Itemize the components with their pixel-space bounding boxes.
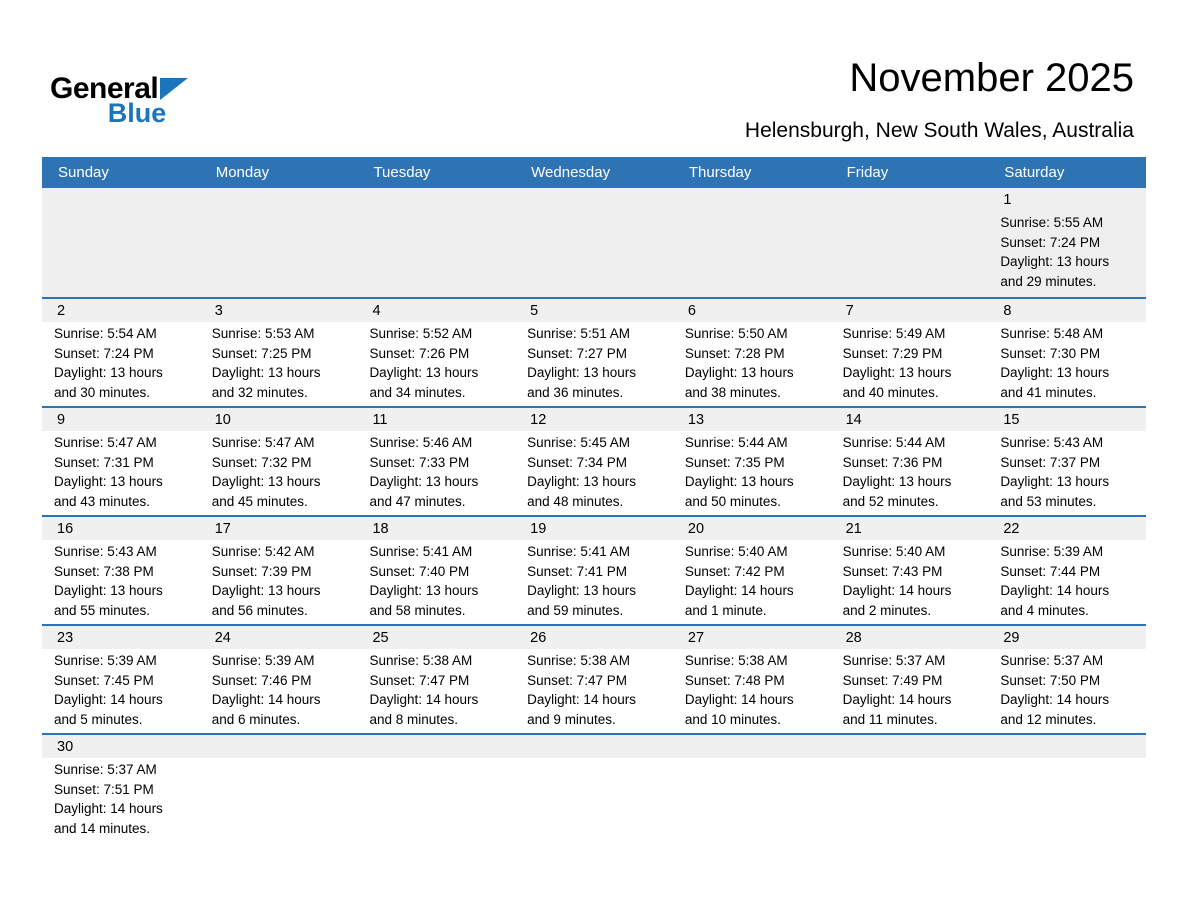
daylight-line-1: Daylight: 13 hours — [527, 583, 636, 598]
daylight-line-2: and 8 minutes. — [369, 711, 458, 727]
sunset-line: Sunset: 7:36 PM — [842, 454, 943, 470]
daylight-line-2: and 32 minutes. — [211, 384, 308, 400]
day-number: 30 — [42, 735, 200, 758]
sunrise-line: Sunrise: 5:45 AM — [527, 435, 630, 450]
sunset-line: Sunset: 7:34 PM — [527, 454, 627, 470]
sunset-line: Sunset: 7:35 PM — [684, 454, 785, 470]
daylight-line-2: and 1 minute. — [684, 602, 767, 618]
day-number-empty — [357, 735, 515, 758]
weekday-header-wednesday: Wednesday — [531, 164, 611, 181]
logo-text-general: General — [50, 72, 159, 105]
daylight-line-1: Daylight: 13 hours — [369, 365, 479, 380]
day-number: 22 — [988, 517, 1146, 540]
day-number-empty — [831, 188, 989, 211]
day-number-empty — [42, 188, 200, 211]
sunset-line: Sunset: 7:27 PM — [527, 345, 627, 361]
day-cell-4 — [357, 299, 515, 406]
daylight-line-1: Daylight: 14 hours — [842, 583, 952, 598]
day-cell-empty — [673, 735, 831, 842]
daylight-line-1: Daylight: 14 hours — [684, 692, 794, 707]
day-details — [515, 322, 673, 402]
day-details — [673, 431, 831, 511]
day-number: 14 — [831, 408, 989, 431]
sunset-line: Sunset: 7:43 PM — [842, 563, 943, 579]
logo-text-blue: Blue — [107, 98, 167, 128]
day-details — [831, 649, 989, 729]
calendar-header — [745, 56, 1134, 143]
day-number-empty — [831, 735, 989, 758]
sunrise-line: Sunrise: 5:42 AM — [211, 544, 315, 559]
daylight-line-2: and 47 minutes. — [369, 493, 466, 509]
daylight-line-2: and 56 minutes. — [211, 602, 308, 618]
day-details — [515, 540, 673, 620]
daylight-line-1: Daylight: 13 hours — [369, 583, 479, 598]
daylight-line-1: Daylight: 13 hours — [54, 474, 163, 489]
day-number: 11 — [357, 408, 515, 431]
daylight-line-2: and 2 minutes. — [842, 602, 932, 618]
day-number: 25 — [357, 626, 515, 649]
day-cell-15 — [988, 408, 1146, 515]
week-row-5 — [42, 624, 1146, 733]
day-cell-empty — [200, 735, 358, 842]
daylight-line-2: and 52 minutes. — [842, 493, 939, 509]
daylight-line-2: and 59 minutes. — [527, 602, 624, 618]
day-details — [831, 540, 989, 620]
day-details — [42, 322, 200, 402]
day-details — [42, 649, 200, 729]
daylight-line-1: Daylight: 14 hours — [527, 692, 636, 707]
day-cell-empty — [200, 188, 358, 297]
sunrise-line: Sunrise: 5:51 AM — [527, 326, 630, 341]
day-details — [357, 431, 515, 511]
day-details — [200, 540, 358, 620]
daylight-line-2: and 34 minutes. — [369, 384, 466, 400]
day-number-empty — [515, 188, 673, 211]
day-details — [200, 431, 358, 511]
day-details — [357, 322, 515, 402]
day-number: 18 — [357, 517, 515, 540]
daylight-line-1: Daylight: 13 hours — [684, 474, 794, 489]
sunrise-line: Sunrise: 5:50 AM — [684, 326, 788, 341]
day-cell-8 — [988, 299, 1146, 406]
day-cell-3 — [200, 299, 358, 406]
day-cell-empty — [831, 735, 989, 842]
day-cell-6 — [673, 299, 831, 406]
sunset-line: Sunset: 7:46 PM — [211, 672, 312, 688]
day-number: 16 — [42, 517, 200, 540]
day-number-empty — [988, 735, 1146, 758]
sunset-line: Sunset: 7:26 PM — [369, 345, 470, 361]
sunset-line: Sunset: 7:29 PM — [842, 345, 943, 361]
sunset-line: Sunset: 7:32 PM — [211, 454, 312, 470]
sunset-line: Sunset: 7:41 PM — [527, 563, 627, 579]
day-cell-19 — [515, 517, 673, 624]
daylight-line-1: Daylight: 14 hours — [684, 583, 794, 598]
sunrise-line: Sunrise: 5:38 AM — [527, 653, 630, 668]
day-cell-empty — [515, 735, 673, 842]
day-cell-25 — [357, 626, 515, 733]
day-number: 19 — [515, 517, 673, 540]
day-cell-26 — [515, 626, 673, 733]
day-number: 28 — [831, 626, 989, 649]
daylight-line-2: and 30 minutes. — [54, 384, 151, 400]
sunrise-line: Sunrise: 5:48 AM — [1000, 326, 1104, 341]
day-number: 9 — [42, 408, 200, 431]
day-cell-empty — [988, 735, 1146, 842]
sunrise-line: Sunrise: 5:55 AM — [1000, 215, 1104, 230]
daylight-line-2: and 5 minutes. — [54, 711, 143, 727]
daylight-line-1: Daylight: 14 hours — [369, 692, 479, 707]
sunset-line: Sunset: 7:30 PM — [1000, 345, 1101, 361]
sunrise-line: Sunrise: 5:52 AM — [369, 326, 473, 341]
daylight-line-2: and 38 minutes. — [684, 384, 781, 400]
daylight-line-1: Daylight: 13 hours — [1000, 474, 1110, 489]
sunrise-line: Sunrise: 5:47 AM — [54, 435, 157, 450]
sunrise-line: Sunrise: 5:47 AM — [211, 435, 315, 450]
daylight-line-1: Daylight: 13 hours — [211, 365, 321, 380]
day-cell-10 — [200, 408, 358, 515]
day-number-empty — [357, 188, 515, 211]
day-number: 5 — [515, 299, 673, 322]
daylight-line-2: and 50 minutes. — [684, 493, 781, 509]
sunrise-line: Sunrise: 5:44 AM — [684, 435, 788, 450]
day-number: 20 — [673, 517, 831, 540]
calendar-grid — [42, 157, 1146, 842]
daylight-line-2: and 41 minutes. — [1000, 384, 1097, 400]
day-number: 7 — [831, 299, 989, 322]
daylight-line-2: and 36 minutes. — [527, 384, 624, 400]
day-cell-30 — [42, 735, 200, 842]
sunset-line: Sunset: 7:25 PM — [211, 345, 312, 361]
day-cell-empty — [357, 188, 515, 297]
daylight-line-1: Daylight: 13 hours — [1000, 365, 1110, 380]
day-details — [988, 431, 1146, 511]
day-details — [831, 322, 989, 402]
day-details — [988, 211, 1146, 291]
day-number-empty — [200, 188, 358, 211]
sunset-line: Sunset: 7:48 PM — [684, 672, 785, 688]
general-blue-logo — [50, 74, 188, 127]
day-number: 6 — [673, 299, 831, 322]
day-cell-12 — [515, 408, 673, 515]
day-details — [200, 649, 358, 729]
daylight-line-2: and 14 minutes. — [54, 820, 151, 836]
weekday-header-friday: Friday — [846, 164, 889, 181]
day-number: 12 — [515, 408, 673, 431]
day-cell-empty — [357, 735, 515, 842]
day-details — [200, 322, 358, 402]
sunrise-line: Sunrise: 5:43 AM — [1000, 435, 1104, 450]
sunset-line: Sunset: 7:39 PM — [211, 563, 312, 579]
daylight-line-2: and 9 minutes. — [527, 711, 616, 727]
day-cell-20 — [673, 517, 831, 624]
sunset-line: Sunset: 7:40 PM — [369, 563, 470, 579]
day-cell-empty — [673, 188, 831, 297]
weekday-header-sunday: Sunday — [58, 164, 109, 181]
daylight-line-2: and 53 minutes. — [1000, 493, 1097, 509]
daylight-line-2: and 12 minutes. — [1000, 711, 1097, 727]
day-cell-11 — [357, 408, 515, 515]
day-cell-24 — [200, 626, 358, 733]
day-number: 23 — [42, 626, 200, 649]
sunrise-line: Sunrise: 5:38 AM — [684, 653, 788, 668]
day-cell-21 — [831, 517, 989, 624]
sunrise-line: Sunrise: 5:39 AM — [54, 653, 157, 668]
sunset-line: Sunset: 7:45 PM — [54, 672, 154, 688]
daylight-line-1: Daylight: 14 hours — [54, 692, 163, 707]
daylight-line-1: Daylight: 13 hours — [842, 365, 952, 380]
day-details — [42, 540, 200, 620]
day-number: 4 — [357, 299, 515, 322]
day-number: 24 — [200, 626, 358, 649]
sunrise-line: Sunrise: 5:39 AM — [211, 653, 315, 668]
day-number: 21 — [831, 517, 989, 540]
sunset-line: Sunset: 7:37 PM — [1000, 454, 1101, 470]
day-number: 8 — [988, 299, 1146, 322]
day-cell-empty — [831, 188, 989, 297]
day-number-empty — [515, 735, 673, 758]
sunrise-line: Sunrise: 5:37 AM — [1000, 653, 1104, 668]
day-cell-empty — [42, 188, 200, 297]
day-cell-17 — [200, 517, 358, 624]
day-cell-23 — [42, 626, 200, 733]
day-details — [673, 322, 831, 402]
sunrise-line: Sunrise: 5:41 AM — [527, 544, 630, 559]
day-cell-empty — [515, 188, 673, 297]
sunrise-line: Sunrise: 5:46 AM — [369, 435, 473, 450]
day-details — [988, 649, 1146, 729]
daylight-line-2: and 4 minutes. — [1000, 602, 1089, 618]
day-details — [357, 540, 515, 620]
sunset-line: Sunset: 7:49 PM — [842, 672, 943, 688]
daylight-line-1: Daylight: 13 hours — [369, 474, 479, 489]
sunrise-line: Sunrise: 5:41 AM — [369, 544, 473, 559]
weekday-header-monday: Monday — [215, 164, 270, 181]
day-details — [988, 540, 1146, 620]
daylight-line-2: and 55 minutes. — [54, 602, 151, 618]
sunrise-line: Sunrise: 5:37 AM — [842, 653, 946, 668]
sunset-line: Sunset: 7:38 PM — [54, 563, 154, 579]
daylight-line-2: and 6 minutes. — [211, 711, 301, 727]
day-details — [42, 758, 200, 838]
sunset-line: Sunset: 7:28 PM — [684, 345, 785, 361]
sunrise-line: Sunrise: 5:43 AM — [54, 544, 157, 559]
page-title: November 2025 — [849, 56, 1134, 100]
day-details — [831, 431, 989, 511]
day-details — [673, 649, 831, 729]
daylight-line-1: Daylight: 14 hours — [842, 692, 952, 707]
daylight-line-1: Daylight: 13 hours — [684, 365, 794, 380]
day-number: 17 — [200, 517, 358, 540]
daylight-line-1: Daylight: 14 hours — [1000, 583, 1110, 598]
sunset-line: Sunset: 7:47 PM — [527, 672, 627, 688]
daylight-line-1: Daylight: 13 hours — [527, 474, 636, 489]
daylight-line-1: Daylight: 14 hours — [211, 692, 321, 707]
sunset-line: Sunset: 7:44 PM — [1000, 563, 1101, 579]
daylight-line-1: Daylight: 14 hours — [54, 801, 163, 816]
day-number: 15 — [988, 408, 1146, 431]
day-number: 1 — [1003, 192, 1012, 208]
day-cell-5 — [515, 299, 673, 406]
sunrise-line: Sunrise: 5:44 AM — [842, 435, 946, 450]
day-cell-29 — [988, 626, 1146, 733]
day-cell-18 — [357, 517, 515, 624]
week-row-1 — [42, 188, 1146, 297]
sunrise-line: Sunrise: 5:49 AM — [842, 326, 946, 341]
day-number: 13 — [673, 408, 831, 431]
day-details — [357, 649, 515, 729]
day-cell-27 — [673, 626, 831, 733]
sunset-line: Sunset: 7:24 PM — [1000, 234, 1101, 250]
daylight-line-2: and 48 minutes. — [527, 493, 624, 509]
sunset-line: Sunset: 7:50 PM — [1000, 672, 1101, 688]
week-row-6 — [42, 733, 1146, 842]
sunrise-line: Sunrise: 5:53 AM — [211, 326, 315, 341]
day-number: 3 — [200, 299, 358, 322]
day-number-empty — [200, 735, 358, 758]
sunset-line: Sunset: 7:42 PM — [684, 563, 785, 579]
daylight-line-1: Daylight: 13 hours — [211, 583, 321, 598]
sunrise-line: Sunrise: 5:37 AM — [54, 762, 157, 777]
daylight-line-2: and 11 minutes. — [842, 711, 938, 727]
daylight-line-2: and 45 minutes. — [211, 493, 308, 509]
weekday-header-thursday: Thursday — [688, 164, 752, 181]
day-number-empty — [673, 735, 831, 758]
weekday-header-tuesday: Tuesday — [373, 164, 431, 181]
daylight-line-1: Daylight: 13 hours — [54, 583, 163, 598]
day-cell-22 — [988, 517, 1146, 624]
day-number: 29 — [988, 626, 1146, 649]
day-details — [673, 540, 831, 620]
day-cell-2 — [42, 299, 200, 406]
page-subtitle: Helensburgh, New South Wales, Australia — [744, 119, 1134, 142]
day-cell-7 — [831, 299, 989, 406]
day-number: 27 — [673, 626, 831, 649]
day-number-empty — [673, 188, 831, 211]
weekday-header-row — [42, 157, 1146, 188]
week-row-2 — [42, 297, 1146, 406]
day-details — [42, 431, 200, 511]
daylight-line-1: Daylight: 13 hours — [54, 365, 163, 380]
daylight-line-1: Daylight: 13 hours — [211, 474, 321, 489]
week-row-3 — [42, 406, 1146, 515]
daylight-line-1: Daylight: 13 hours — [842, 474, 952, 489]
sunrise-line: Sunrise: 5:38 AM — [369, 653, 473, 668]
sunrise-line: Sunrise: 5:39 AM — [1000, 544, 1104, 559]
sunset-line: Sunset: 7:31 PM — [54, 454, 154, 470]
sunrise-line: Sunrise: 5:40 AM — [684, 544, 788, 559]
day-cell-28 — [831, 626, 989, 733]
calendar-weeks — [42, 188, 1146, 842]
daylight-line-2: and 43 minutes. — [54, 493, 151, 509]
day-cell-1 — [988, 188, 1146, 297]
day-number: 2 — [42, 299, 200, 322]
day-number: 10 — [200, 408, 358, 431]
logo-triangle-icon — [160, 76, 188, 100]
sunrise-line: Sunrise: 5:54 AM — [54, 326, 157, 341]
sunrise-line: Sunrise: 5:40 AM — [842, 544, 946, 559]
daylight-line-1: Daylight: 14 hours — [1000, 692, 1110, 707]
daylight-line-1: Daylight: 13 hours — [527, 365, 636, 380]
day-number: 26 — [515, 626, 673, 649]
daylight-line-2: and 58 minutes. — [369, 602, 466, 618]
daylight-line-1: Daylight: 13 hours — [1000, 254, 1110, 269]
day-cell-16 — [42, 517, 200, 624]
sunset-line: Sunset: 7:24 PM — [54, 345, 154, 361]
day-cell-14 — [831, 408, 989, 515]
sunset-line: Sunset: 7:47 PM — [369, 672, 470, 688]
daylight-line-2: and 40 minutes. — [842, 384, 939, 400]
sunset-line: Sunset: 7:51 PM — [54, 781, 154, 797]
daylight-line-2: and 10 minutes. — [684, 711, 781, 727]
day-cell-13 — [673, 408, 831, 515]
day-cell-9 — [42, 408, 200, 515]
day-details — [988, 322, 1146, 402]
day-details — [515, 431, 673, 511]
day-details — [515, 649, 673, 729]
daylight-line-2: and 29 minutes. — [1000, 273, 1097, 289]
weekday-header-saturday: Saturday — [1004, 164, 1065, 181]
week-row-4 — [42, 515, 1146, 624]
sunset-line: Sunset: 7:33 PM — [369, 454, 470, 470]
